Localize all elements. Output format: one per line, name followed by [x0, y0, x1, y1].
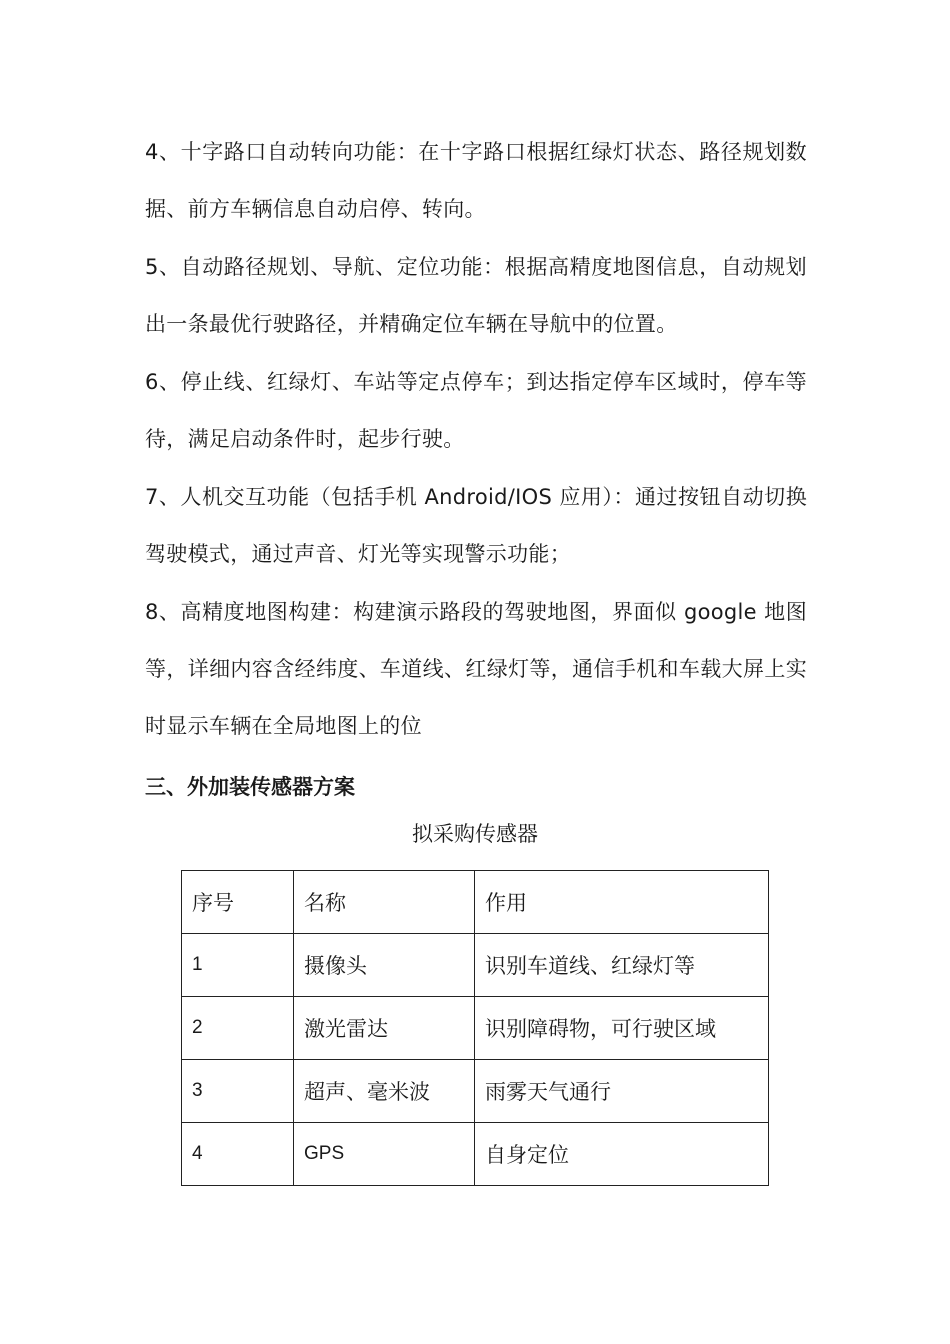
table-cell-index: 4: [182, 1123, 294, 1186]
paragraph-item-7: 7、人机交互功能（包括手机 Android/IOS 应用）：通过按钮自动切换驾驶模式，通过声音、灯光等实现警示功能；: [145, 485, 807, 566]
paragraph-item-6: 6、停止线、红绿灯、车站等定点停车；到达指定停车区域时，停车等待，满足启动条件时，起步行驶。: [145, 370, 807, 451]
table-header-cell-purpose: 作用: [475, 871, 769, 934]
table-header-row: [182, 871, 769, 934]
table-row: [182, 1060, 769, 1123]
table-cell-name: 超声、毫米波: [294, 1060, 475, 1123]
paragraph-item-8: 8、高精度地图构建：构建演示路段的驾驶地图，界面似 google 地图等，详细内容含经纬度、车道线、红绿灯等，通信手机和车载大屏上实时显示车辆在全局地图上的位: [145, 600, 807, 738]
table-cell-index: 3: [182, 1060, 294, 1123]
table-cell-index: 1: [182, 934, 294, 997]
section-heading: 三、外加装传感器方案: [145, 775, 355, 799]
table-cell-purpose: 雨雾天气通行: [475, 1060, 769, 1123]
table-row: [182, 997, 769, 1060]
table-cell-purpose: 识别车道线、红绿灯等: [475, 934, 769, 997]
table-cell-purpose: 识别障碍物，可行驶区域: [475, 997, 769, 1060]
table-caption: 拟采购传感器: [412, 822, 538, 846]
table-row: [182, 934, 769, 997]
table-header-cell-index: 序号: [182, 871, 294, 934]
paragraph-item-4: 4、十字路口自动转向功能：在十字路口根据红绿灯状态、路径规划数据、前方车辆信息自动启停、转向。: [145, 140, 807, 221]
table-cell-name: GPS: [294, 1123, 475, 1186]
sensor-table: [181, 870, 769, 1186]
table-cell-purpose: 自身定位: [475, 1123, 769, 1186]
paragraph-item-5: 5、自动路径规划、导航、定位功能：根据高精度地图信息，自动规划出一条最优行驶路径，并精确定位车辆在导航中的位置。: [145, 255, 807, 336]
table-cell-name: 摄像头: [294, 934, 475, 997]
table-cell-name: 激光雷达: [294, 997, 475, 1060]
table-header-cell-name: 名称: [294, 871, 475, 934]
document-body: [145, 124, 807, 816]
table-row: [182, 1123, 769, 1186]
table-cell-index: 2: [182, 997, 294, 1060]
